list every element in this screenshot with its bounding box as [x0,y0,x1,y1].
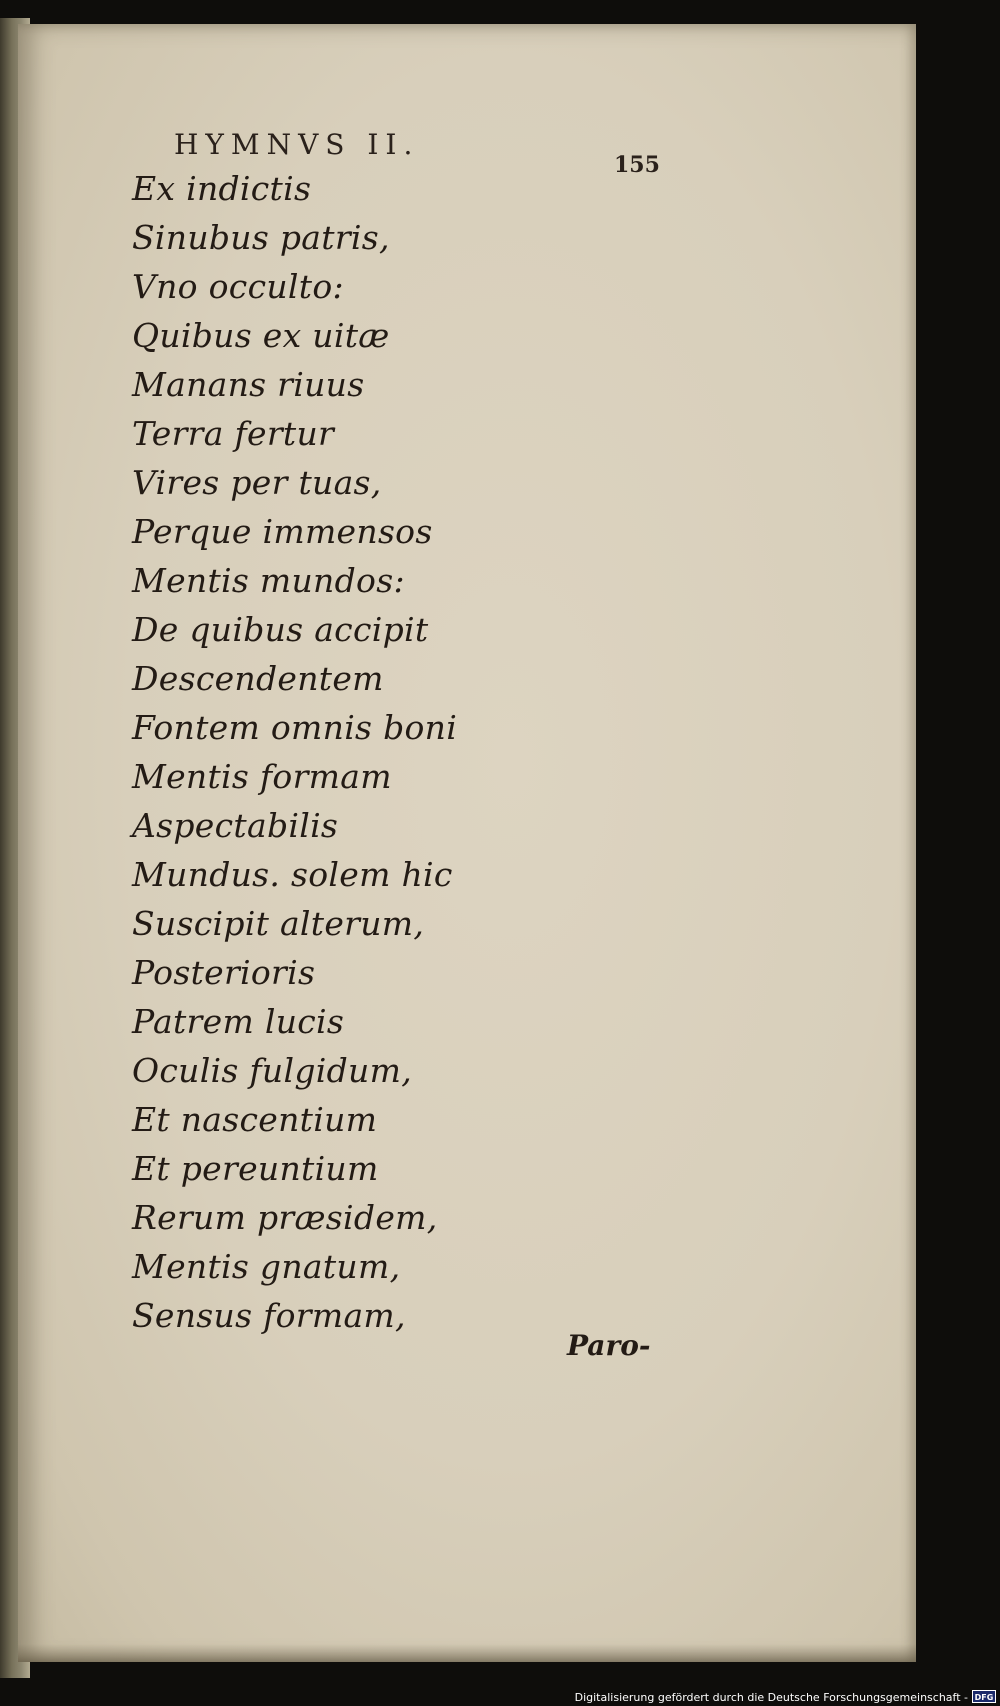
verse-line: Fontem omnis boni [132,708,458,747]
catchword: Paro- [567,1329,651,1362]
verse-line: Terra fertur [132,414,335,453]
verse-line: Perque immensos [132,512,433,551]
verse-line: Vires per tuas, [132,463,382,502]
verse-line: Mentis formam [132,757,392,796]
verse-text [132,164,457,1340]
verse-line: Mentis gnatum, [132,1247,401,1286]
verse-line: Oculis fulgidum, [132,1051,412,1090]
page-number: 155 [614,152,660,178]
verse-line: Vno occulto: [132,267,344,306]
verse-line: Et nascentium [132,1100,378,1139]
verse-line: Rerum præsidem, [132,1198,438,1237]
digitization-credit: Digitalisierung gefördert durch die Deutsche Forschungsgemeinschaft - [574,1691,968,1704]
verse-line: Descendentem [132,659,384,698]
verse-line: Quibus ex uitæ [132,316,390,355]
dfg-logo-icon: DFG [972,1690,996,1703]
verse-line: Mundus. solem hic [132,855,453,894]
verse-line: Mentis mundos: [132,561,405,600]
verse-line: Suscipit alterum, [132,904,425,943]
verse-line: Aspectabilis [132,806,339,845]
verse-line: Sensus formam, [132,1296,406,1335]
book-page [18,24,916,1662]
verse-line: Ex indictis [132,169,312,208]
verse-line: Posterioris [132,953,316,992]
verse-line: Patrem lucis [132,1002,345,1041]
verse-line: De quibus accipit [132,610,429,649]
verse-line: Sinubus patris, [132,218,390,257]
verse-line: Et pereuntium [132,1149,379,1188]
verse-line: Manans riuus [132,365,365,404]
running-head: HYMNVS II. [174,128,420,161]
